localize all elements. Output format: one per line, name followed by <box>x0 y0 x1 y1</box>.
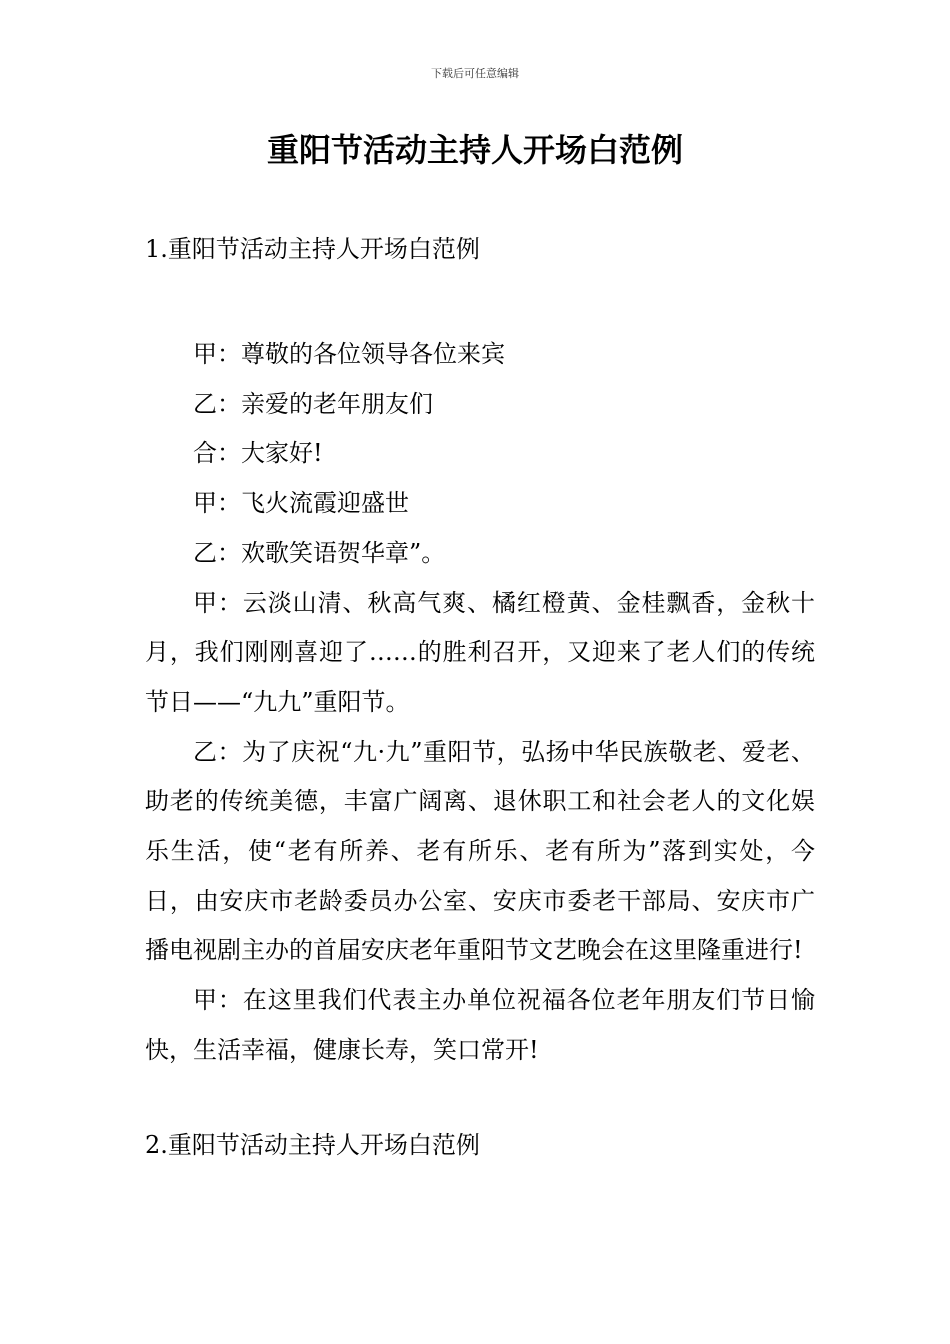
paragraph-1: 甲：尊敬的各位领导各位来宾 <box>193 340 505 368</box>
section-heading-2: 2.重阳节活动主持人开场白范例 <box>145 1131 480 1159</box>
header-note: 下载后可任意编辑 <box>431 67 519 80</box>
paragraph-5: 乙：欢歌笑语贺华章”。 <box>193 538 446 567</box>
paragraph-4: 甲：飞火流霞迎盛世 <box>193 489 409 518</box>
paragraph-2: 乙：亲爱的老年朋友们 <box>193 389 433 418</box>
paragraph-6: 甲：云淡山清、秋高气爽、橘红橙黄、金桂飘香，金秋十月，我们刚刚喜迎了……的胜利召开，又迎来了老人们的传统节日——“九九”重阳节。 <box>145 588 815 716</box>
paragraph-7: 乙：为了庆祝“九·九”重阳节，弘扬中华民族敬老、爱老、助老的传统美德，丰富广阔离、退休职工和社会老人的文化娱乐生活，使“老有所养、老有所乐、老有所为”落到实处，今日，由安庆市老龄委员办公室、安庆市委老干部局、安庆市广播电视剧主办的首届安庆老年重阳节文艺晚会在这里隆重进行! <box>145 737 815 965</box>
section-heading-1: 1.重阳节活动主持人开场白范例 <box>145 235 480 263</box>
paragraph-8: 甲：在这里我们代表主办单位祝福各位老年朋友们节日愉快，生活幸福，健康长寿，笑口常开! <box>145 986 815 1064</box>
paragraph-3: 合：大家好! <box>193 439 323 468</box>
document-title: 重阳节活动主持人开场白范例 <box>266 131 683 169</box>
body-text <box>145 330 815 1076</box>
